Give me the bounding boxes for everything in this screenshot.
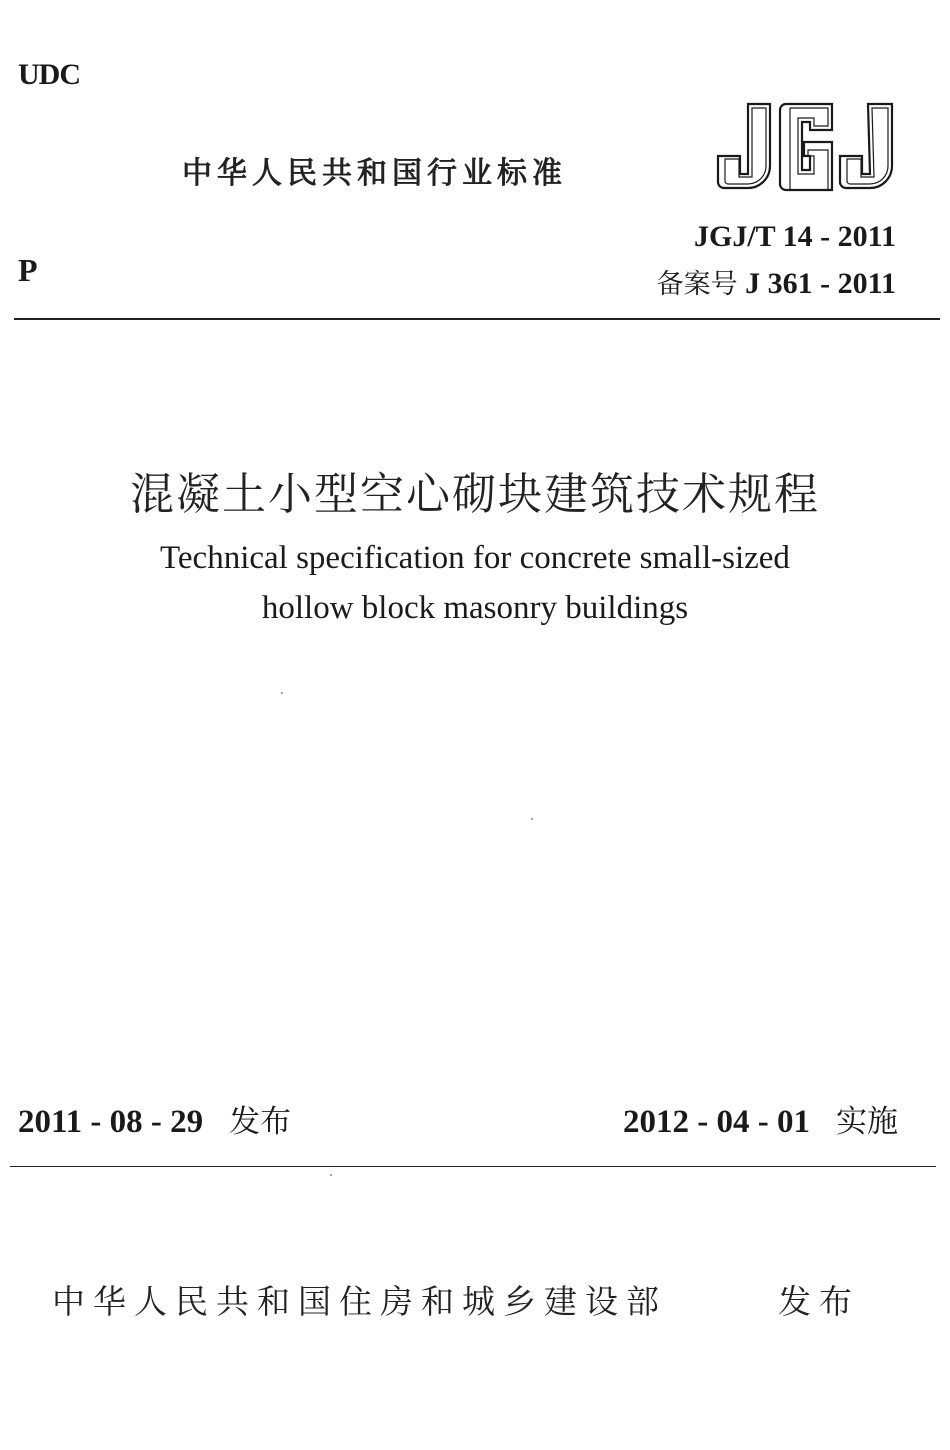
scan-speck [531,818,533,820]
logo-letter-j2 [840,104,892,188]
filing-record [657,262,896,301]
logo-letter-j1 [718,104,770,188]
title-english-line2 [0,590,950,627]
industry-standard-heading: 中华人民共和国行业标准 [182,156,567,191]
title-chinese: 混凝土小型空心砌块建筑技术规程 [130,469,820,520]
scan-speck [281,692,283,694]
footer-divider [10,1166,936,1167]
filing-label: 备案号 [656,269,738,300]
udc-label: UDC [18,58,80,91]
logo-letter-g [780,104,832,190]
effective-label: 实施 [836,1104,898,1140]
standard-number: JGJ/T 14 - 2011 [694,220,896,253]
effective-date: 2012 - 04 - 01 [623,1104,810,1140]
publish-date-block [18,1096,291,1141]
effective-date-block [623,1096,898,1141]
jgj-logo [716,100,898,192]
category-code: P [18,252,38,288]
title-english-line1 [0,540,950,577]
issuer-name: 中华人民共和国住房和城乡建设部 [52,1282,667,1321]
title-english-line2-text: hollow block masonry buildings [261,590,689,626]
scan-speck [330,1174,332,1176]
header-divider [14,318,940,320]
publish-label: 发布 [229,1104,292,1140]
title-english-line1-text: Technical specification for concrete small-sized [160,540,790,576]
filing-number: J 361 - 2011 [745,267,896,300]
issuer-action: 发布 [778,1282,860,1321]
publish-date: 2011 - 08 - 29 [18,1104,204,1140]
